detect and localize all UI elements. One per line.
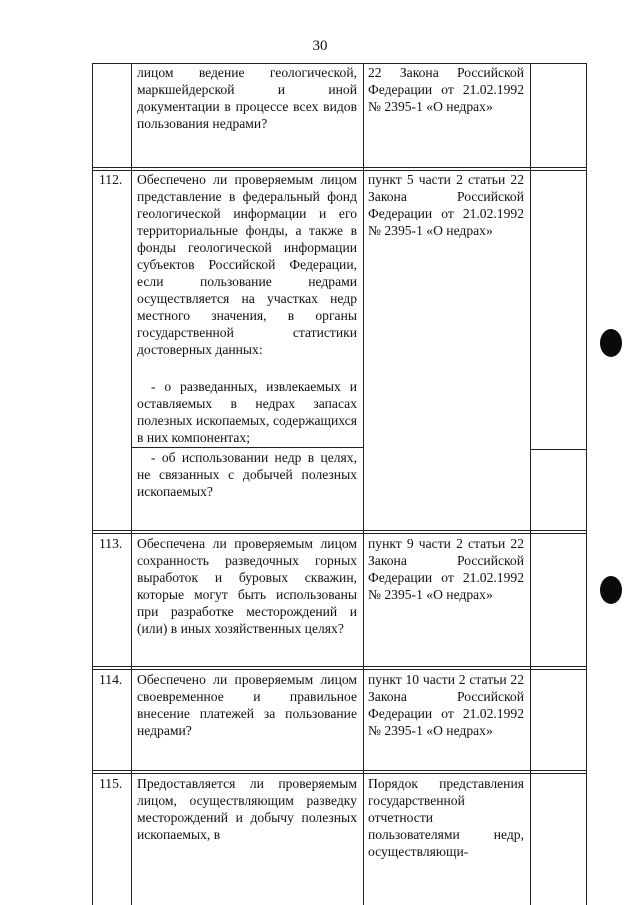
- table-row-subitem: - об использовании недр в целях, не связанных с добычей полезных ископаемых?: [137, 450, 357, 499]
- row-divider: [92, 530, 587, 531]
- table-row-question: лицом ведение геологической, маркшейдерской и иной документации в процессе всех видов пользования недрами?: [137, 65, 357, 131]
- row-divider: [92, 666, 587, 667]
- table-row-question: Обеспечено ли проверяемым лицом своевременное и правильное внесение платежей за пользование недрами?: [137, 672, 357, 738]
- row-number: 113.: [99, 536, 123, 551]
- table-row-reference: 22 Закона Российской Федерации от 21.02.1992 № 2395-1 «О недрах»: [368, 65, 524, 114]
- table-border-left: [92, 63, 93, 905]
- page-number: 30: [312, 38, 328, 54]
- table-row-reference: пункт 5 части 2 статьи 22 Закона Российской Федерации от 21.02.1992 № 2395-1 «О недрах»: [368, 172, 524, 238]
- table-border-right: [586, 63, 587, 905]
- column-divider-3: [530, 63, 531, 905]
- row-divider: [92, 533, 587, 534]
- table-row-question: Обеспечена ли проверяемым лицом сохранность разведочных горных выработок и буровых скважин, которые могут быть использованы при разработке месторождений и (или) в иных хозяйственных целях?: [137, 536, 357, 636]
- punch-hole-mark: [600, 329, 622, 357]
- row-divider: [92, 770, 587, 771]
- table-row-reference: пункт 10 части 2 статьи 22 Закона Российской Федерации от 21.02.1992 № 2395-1 «О недрах»: [368, 672, 524, 738]
- column-divider-2: [363, 63, 364, 905]
- row-number: 114.: [99, 672, 123, 687]
- row-divider: [92, 167, 587, 168]
- table-row-reference: пункт 9 части 2 статьи 22 Закона Российской Федерации от 21.02.1992 № 2395-1 «О недрах»: [368, 536, 524, 602]
- punch-hole-mark: [600, 576, 622, 604]
- row-divider: [92, 669, 587, 670]
- subrow-divider: [131, 447, 364, 448]
- column-divider-1: [131, 63, 132, 905]
- row-divider: [92, 773, 587, 774]
- row-number: 112.: [99, 172, 123, 187]
- table-row-reference: Порядок представления государственной отчетности пользователями недр, осуществляющи-: [368, 776, 524, 859]
- subrow-divider: [530, 449, 587, 450]
- table-row-question: Обеспечено ли проверяемым лицом представление в федеральный фонд геологической информации и его территориальные фонды, а также в фонды геологической информации субъектов Российской Федерации, если пользование недрами осуществляется на участках недр местного значения, в органы государственной статистики достоверных данных:: [137, 172, 357, 357]
- table-row-subitem: - о разведанных, извлекаемых и оставляемых в недрах запасах полезных ископаемых, содержащихся в них компонентах;: [137, 379, 357, 445]
- table-row-question: Предоставляется ли проверяемым лицом, осуществляющим разведку месторождений и добычу полезных ископаемых, в: [137, 776, 357, 842]
- row-number: 115.: [99, 776, 123, 791]
